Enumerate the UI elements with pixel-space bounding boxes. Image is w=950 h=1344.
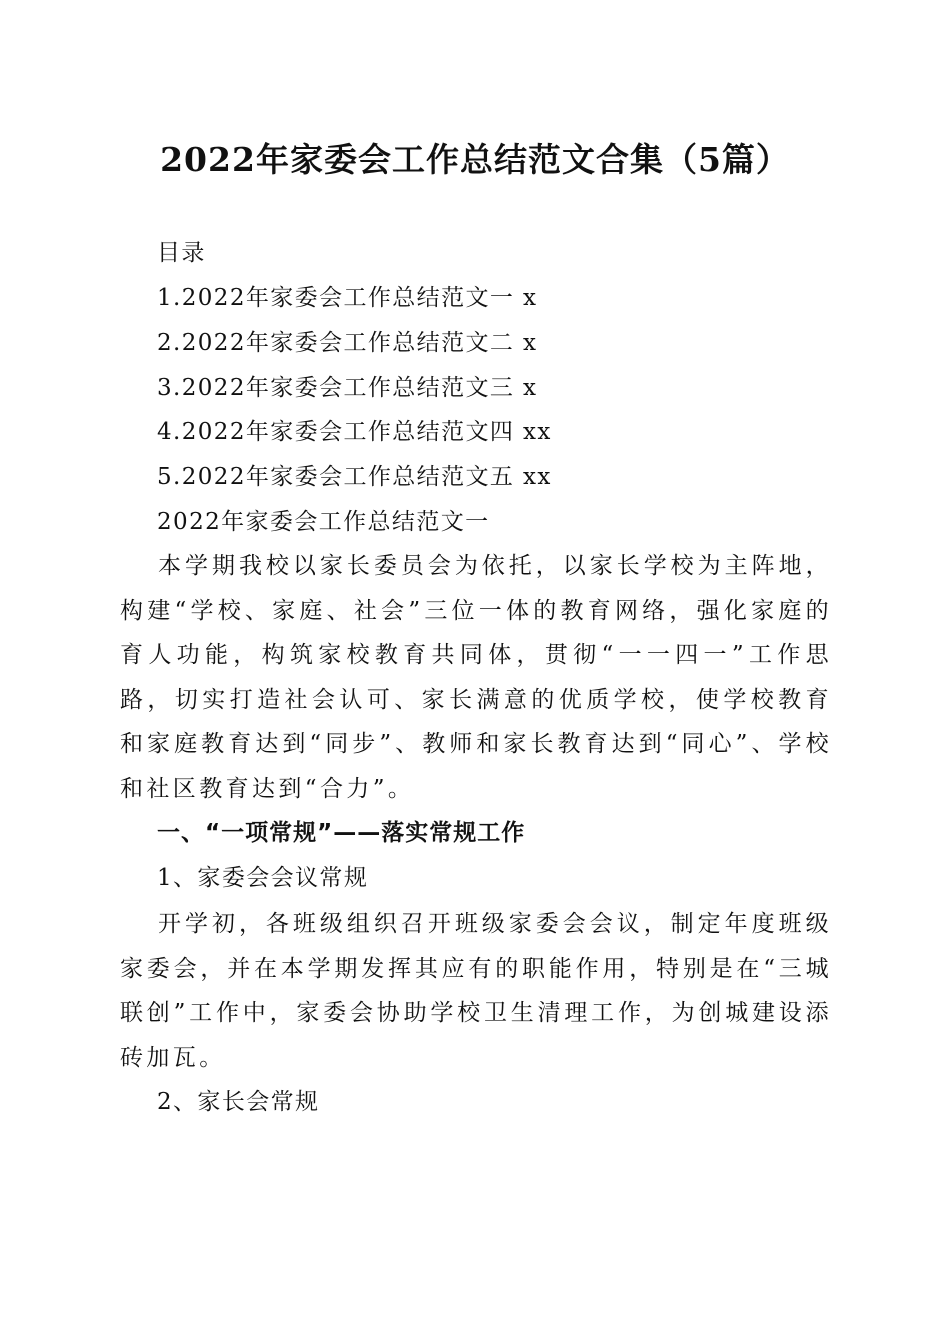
toc-item: 3.2022年家委会工作总结范文三 x — [157, 375, 538, 401]
document-title: 2022年家委会工作总结范文合集（5篇） — [160, 140, 790, 179]
article-title: 2022年家委会工作总结范文一 — [157, 509, 490, 535]
intro-paragraph: 本学期我校以家长委员会为依托，以家长学校为主阵地，构建“学校、家庭、社会”三位一体的教育网络，强化家庭的育人功能，构筑家校教育共同体，贯彻“一一四一”工作思路，切实打造社会认可、家长满意的优质学校，使学校教育和家庭教育达到“同步”、教师和家长教育达到“同心”、学校和社区教育达到“合力”。 — [120, 553, 832, 802]
toc-item: 5.2022年家委会工作总结范文五 xx — [157, 464, 552, 490]
subsection-paragraph: 开学初，各班级组织召开班级家委会会议，制定年度班级家委会，并在本学期发挥其应有的职能作用，特别是在“三城联创”工作中，家委会协助学校卫生清理工作，为创城建设添砖加瓦。 — [120, 911, 832, 1071]
toc-item: 2.2022年家委会工作总结范文二 x — [157, 330, 538, 356]
subsection-heading: 2、家长会常规 — [157, 1089, 320, 1115]
subsection-heading: 1、家委会会议常规 — [157, 865, 369, 891]
toc-item: 1.2022年家委会工作总结范文一 x — [157, 285, 538, 311]
section-heading: 一、“一项常规”——落实常规工作 — [157, 820, 526, 846]
toc-label: 目录 — [157, 240, 206, 266]
toc-item: 4.2022年家委会工作总结范文四 xx — [157, 419, 552, 445]
